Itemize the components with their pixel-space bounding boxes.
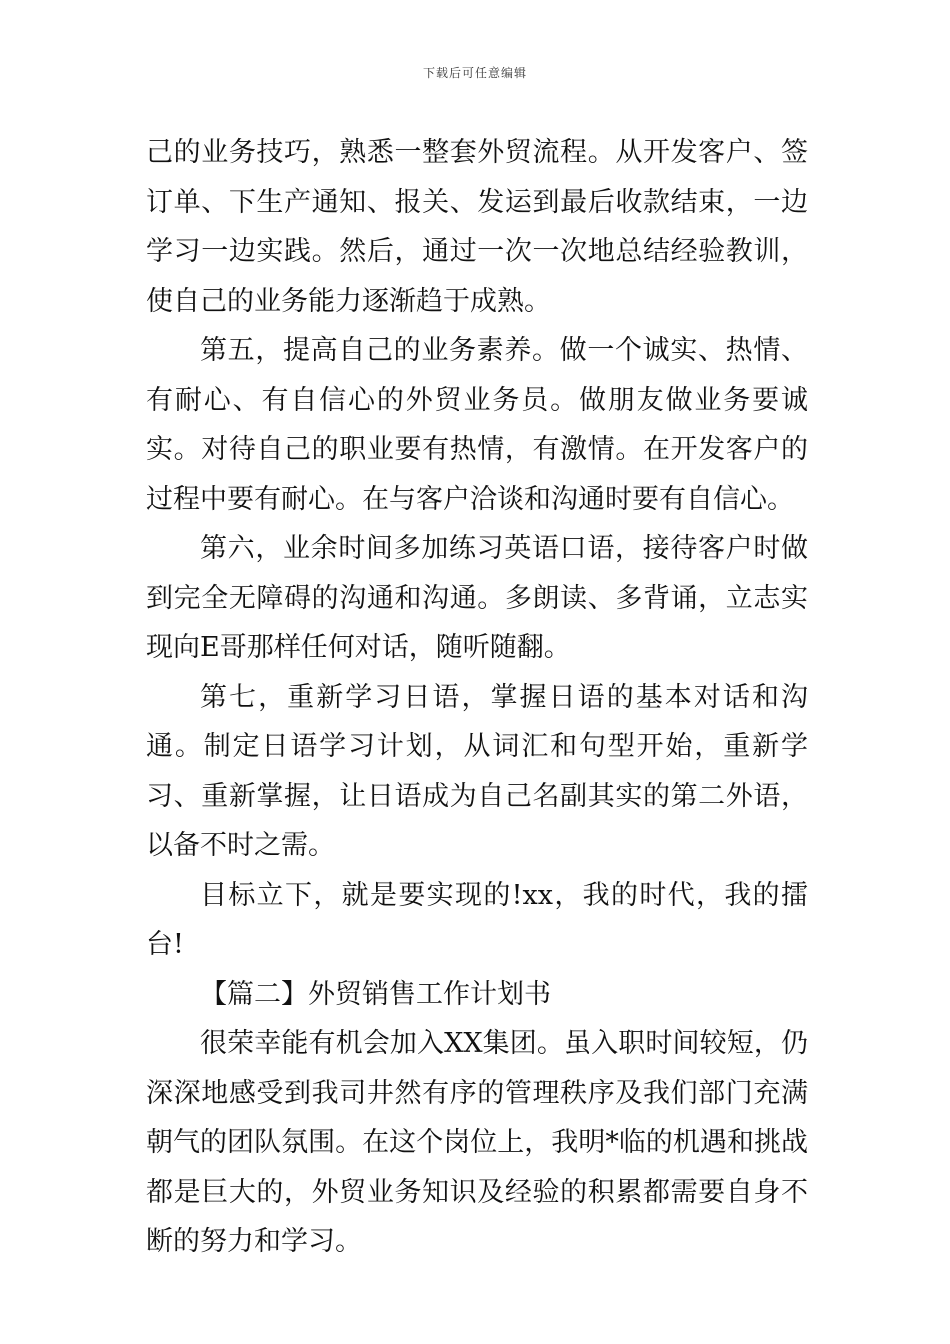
paragraph-goal: 目标立下，就是要实现的!xx，我的时代，我的擂台! (146, 879, 808, 960)
header-note: 下载后可任意编辑 (422, 66, 527, 80)
paragraph-continuation: 己的业务技巧，熟悉一整套外贸流程。从开发客户、签订单、下生产通知、报关、发运到最后收款结束，一边学习一边实践。然后，通过一次一次地总结经验教训，使自己的业务能力逐渐趋于成熟。 (146, 137, 808, 317)
paragraph-intro: 很荣幸能有机会加入XX集团。虽入职时间较短，仍深深地感受到我司井然有序的管理秩序及我们部门充满朝气的团队氛围。在这个岗位上，我明*临的机遇和挑战都是巨大的，外贸业务知识及经验的积累都需要自身不断的努力和学习。 (146, 1028, 808, 1257)
document-body (146, 128, 808, 1267)
section-heading: 【篇二】外贸销售工作计划书 (200, 978, 551, 1010)
paragraph-sixth: 第六，业余时间多加练习英语口语，接待客户时做到完全无障碍的沟通和沟通。多朗读、多背诵，立志实现向E哥那样任何对话，随听随翻。 (146, 533, 808, 663)
paragraph-fifth: 第五，提高自己的业务素养。做一个诚实、热情、有耐心、有自信心的外贸业务员。做朋友做业务要诚实。对待自己的职业要有热情，有激情。在开发客户的过程中要有耐心。在与客户洽谈和沟通时要有自信心。 (146, 335, 808, 515)
paragraph-seventh: 第七，重新学习日语，掌握日语的基本对话和沟通。制定日语学习计划，从词汇和句型开始，重新学习、重新掌握，让日语成为自己名副其实的第二外语，以备不时之需。 (146, 681, 808, 861)
